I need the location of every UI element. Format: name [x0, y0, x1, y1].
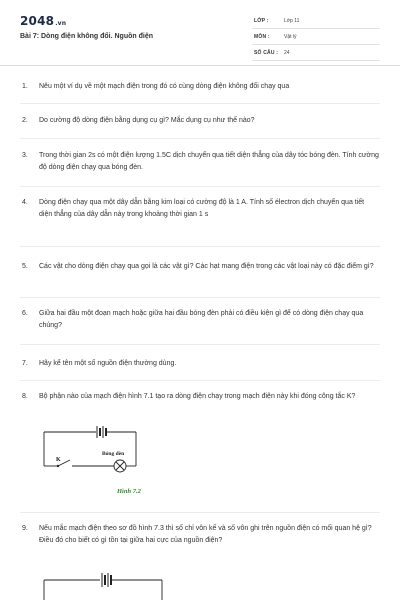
meta-value: Vật lý: [284, 34, 297, 40]
question-text: Dòng điện chạy qua một dây dẫn bằng kim loại có cường độ là 1 A. Tính số électron dịch chuyển qua tiết diện thẳng của dây dẫn này trong khoảng thời gian 1 s: [39, 199, 365, 218]
meta-value: 24: [284, 50, 290, 56]
divider: [20, 246, 380, 247]
divider: [20, 512, 380, 513]
divider: [20, 297, 380, 298]
meta-value: Lớp 11: [284, 18, 300, 24]
switch-label: K: [56, 457, 61, 463]
question-text: Giữa hai đầu một đoạn mạch hoặc giữa hai đầu bóng đèn phải có điều kiện gì để có dòng điện chạy qua chúng?: [39, 310, 364, 329]
question-number: 9.: [22, 525, 28, 532]
divider: [20, 138, 380, 139]
question-text: Trong thời gian 2s có một điện lượng 1.5C dịch chuyển qua tiết diện thẳng của dây tóc bóng đèn. Tính cường độ dòng điện chạy qua bóng đèn.: [39, 152, 379, 171]
worksheet-header: [0, 0, 400, 66]
meta-row-subject: [252, 32, 380, 45]
meta-label: LỚP :: [254, 18, 269, 24]
question-text: Nêu một ví dụ về một mạch điện trong đó có cùng dòng điện không đổi chạy qua: [39, 83, 290, 90]
question-text: Các vật cho dòng điện chạy qua gọi là các vật gì? Các hạt mang điện trong các vật loại này có đặc điểm gì?: [39, 263, 374, 270]
divider: [20, 344, 380, 345]
question-text: Hãy kể tên một số nguồn điện thường dùng.: [39, 360, 177, 367]
divider: [20, 380, 380, 381]
question-number: 8.: [22, 393, 28, 400]
meta-table: [252, 16, 380, 64]
meta-row-class: [252, 16, 380, 29]
lamp-label: Bóng đèn: [102, 451, 125, 457]
question-number: 6.: [22, 310, 28, 317]
question-number: 7.: [22, 360, 28, 367]
site-logo[interactable]: [20, 14, 66, 28]
meta-label: MÔN :: [254, 34, 270, 40]
question-number: 1.: [22, 83, 28, 90]
circuit-diagram: [40, 568, 180, 600]
question-number: 4.: [22, 199, 28, 206]
logo-domain: .vn: [55, 20, 67, 27]
logo-text: 2048: [20, 14, 55, 28]
figure-caption: Hình 7.2: [117, 488, 141, 495]
question-text: Bộ phận nào của mạch điện hình 7.1 tạo ra dòng điện chạy trong mạch điện này khi đóng công tắc K?: [39, 393, 356, 400]
circuit-figure-7-2: [40, 422, 200, 507]
question-number: 5.: [22, 263, 28, 270]
question-number: 2.: [22, 117, 28, 124]
meta-label: SỐ CÂU :: [254, 50, 279, 56]
divider: [20, 103, 380, 104]
meta-row-count: [252, 48, 380, 61]
divider: [20, 186, 380, 187]
lesson-title: Bài 7: Dòng điện không đổi. Nguồn điện: [20, 33, 153, 40]
circuit-figure-7-3: [40, 568, 180, 600]
question-text: Do cường độ dòng điện bằng dụng cụ gì? Mắc dụng cụ như thế nào?: [39, 117, 255, 124]
question-number: 3.: [22, 152, 28, 159]
question-text: Nếu mắc mạch điện theo sơ đồ hình 7.3 thì số chỉ vôn kế và số vôn ghi trên nguồn điện có mối quan hệ gì? Điều đó cho biết có gì tồn tại giữa hai cực của nguồn điện?: [39, 525, 372, 544]
